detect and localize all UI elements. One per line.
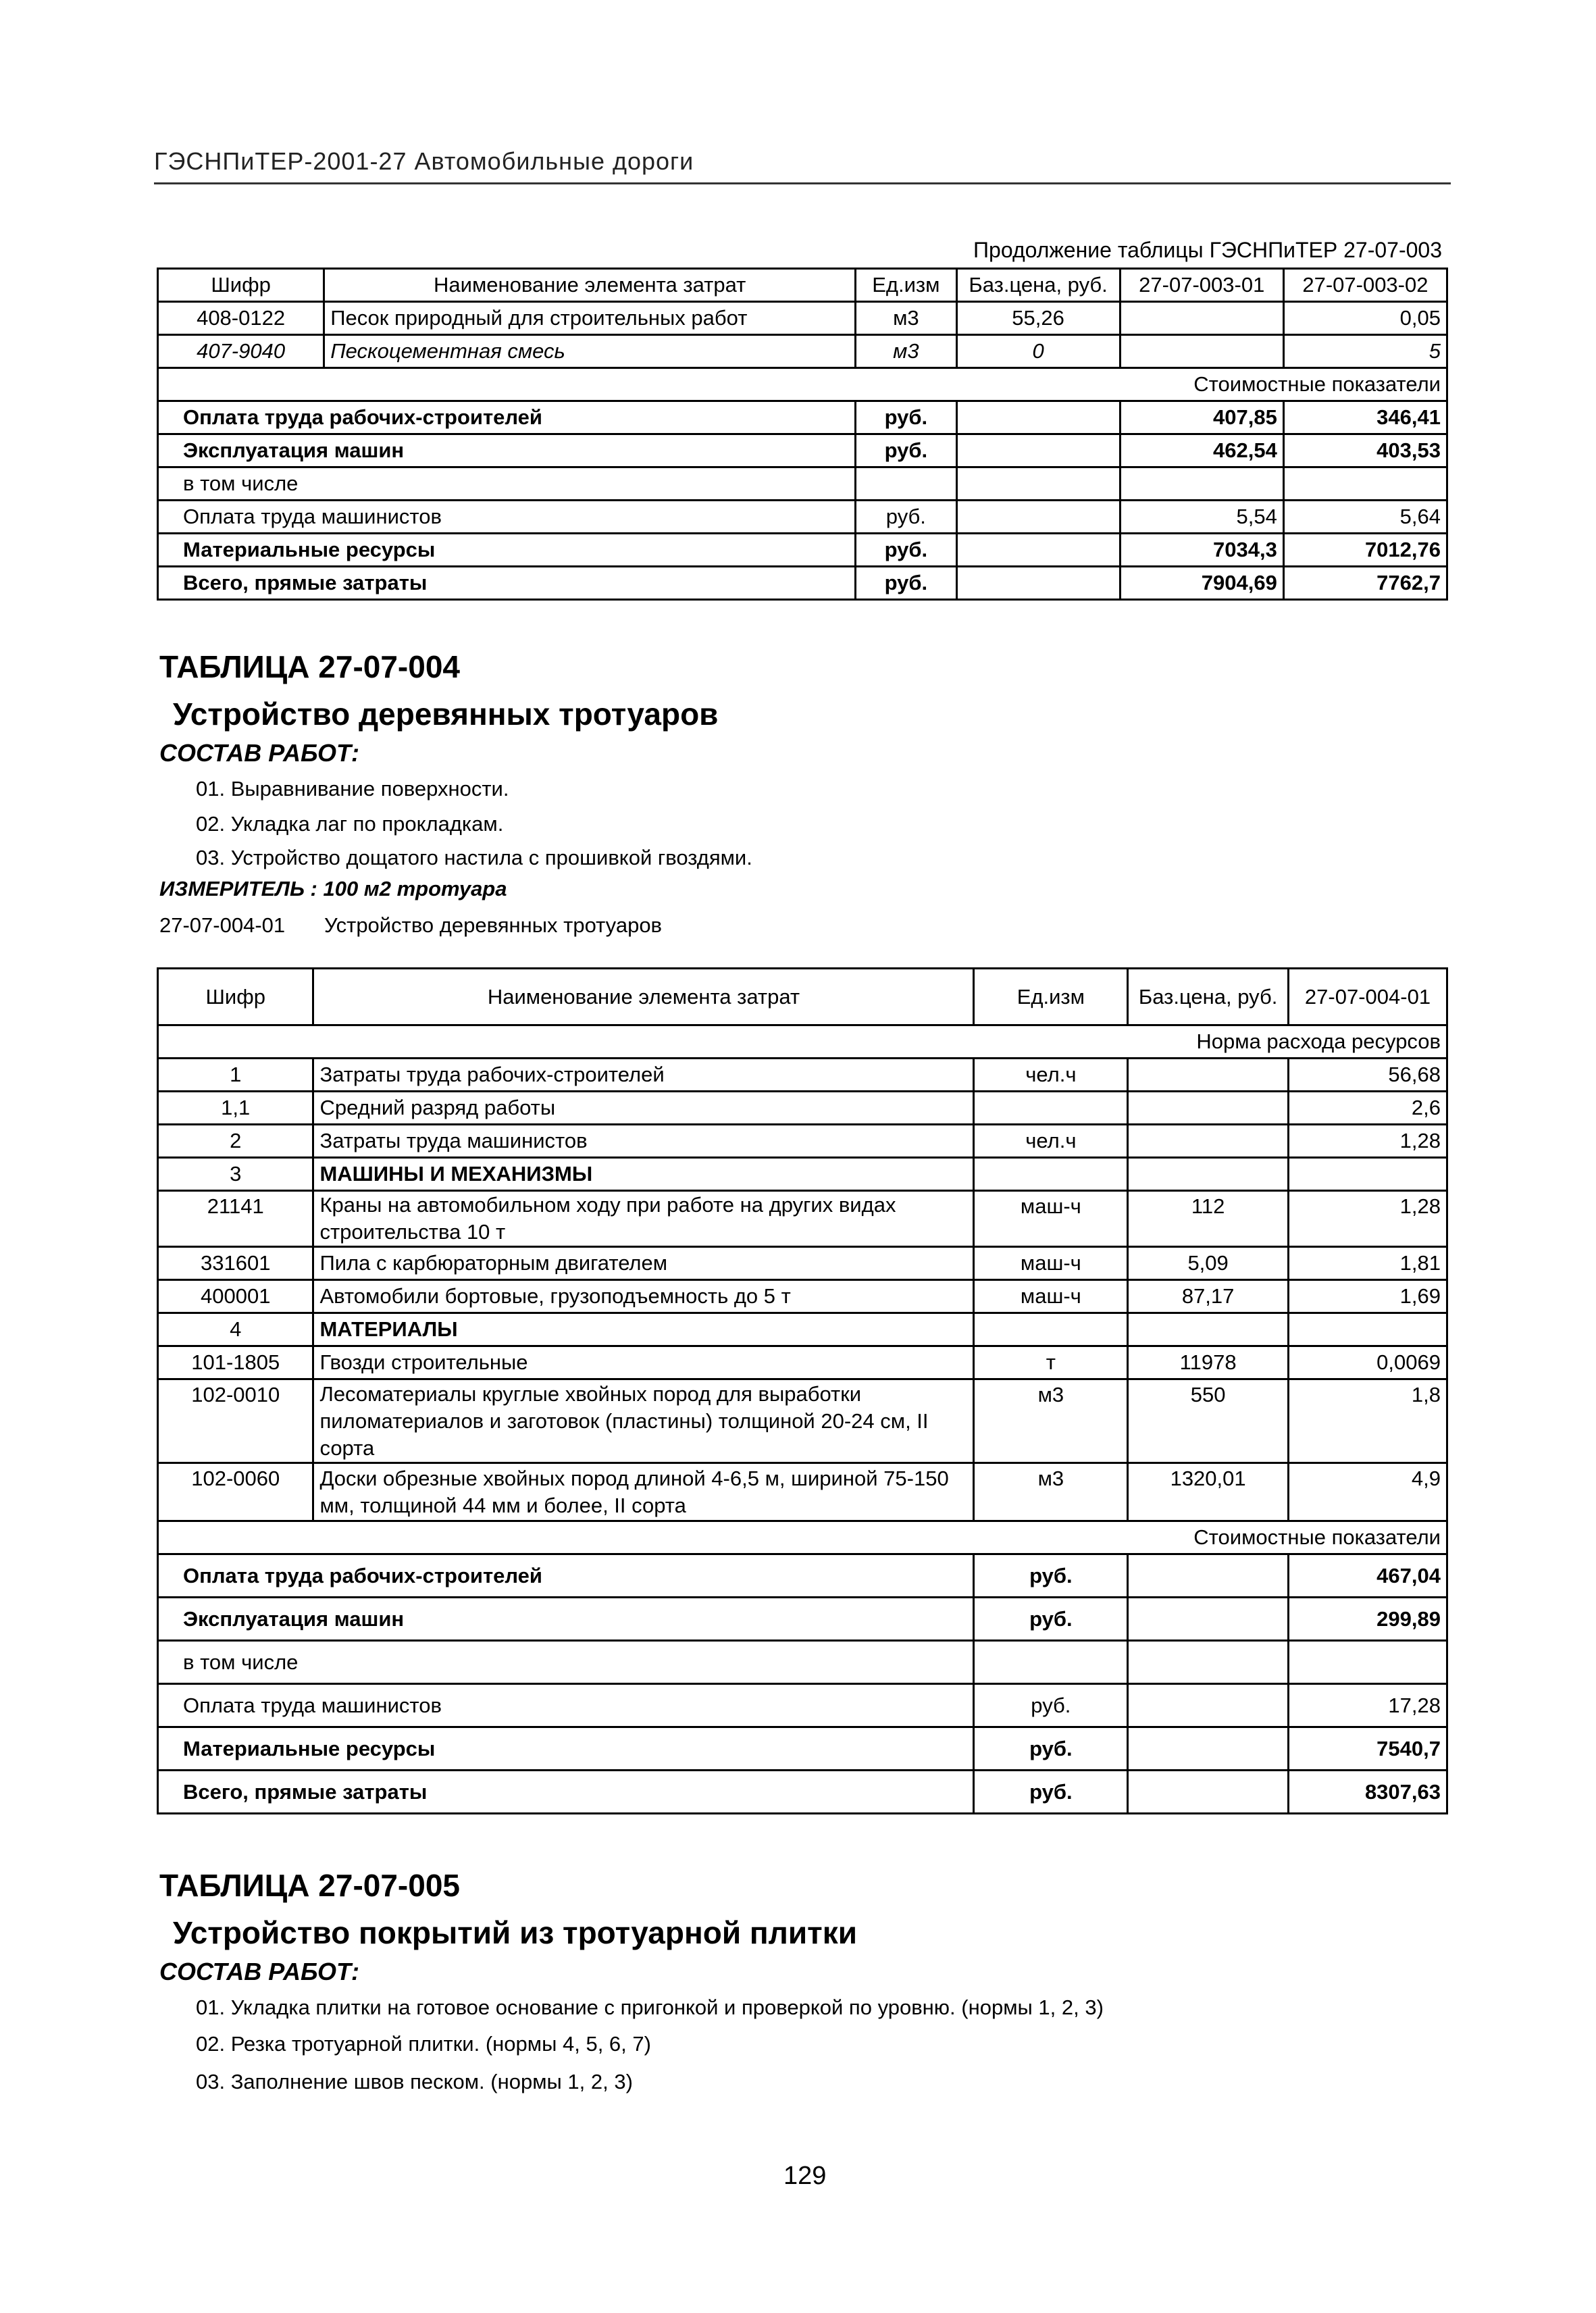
cell-price [1128,1092,1289,1125]
col-header: Шифр [158,269,324,302]
cost-unit: руб. [856,501,956,534]
cell-name: Лесоматериалы круглые хвойных пород для выработки пиломатериалов и заготовок (пластины) толщиной 20-24 см, II сорта [313,1379,974,1463]
cost-label: Материальные ресурсы [158,1727,974,1771]
group-row [158,1313,1447,1346]
cost-value: 17,28 [1288,1684,1447,1727]
cell-value [1120,335,1283,368]
cost-label: Материальные ресурсы [158,534,856,567]
work-label: СОСТАВ РАБОТ: [159,739,359,767]
col-header: Наименование элемента затрат [313,969,974,1025]
cost-row [158,1598,1447,1641]
cost-value: 299,89 [1288,1598,1447,1641]
cost-label: Эксплуатация машин [158,1598,974,1641]
table-row [158,335,1447,368]
cost-label: Всего, прямые затраты [158,567,856,600]
cell-group-title: МАТЕРИАЛЫ [313,1313,974,1346]
table-header-row [158,269,1447,302]
cell-name: Гвозди строительные [313,1346,974,1379]
cell-value: 5 [1283,335,1447,368]
cell-value: 0,05 [1283,302,1447,335]
table-row [158,1280,1447,1313]
cost-value: 346,41 [1283,401,1447,434]
running-header: ГЭСНПиТЕР-2001-27 Автомобильные дороги [154,147,694,175]
cost-value: 5,64 [1283,501,1447,534]
cost-header: Стоимостные показатели [158,368,1447,401]
cell-value [1288,1313,1447,1346]
cost-row [158,1771,1447,1814]
cell-code: 2 [158,1125,313,1158]
cell-unit: м3 [856,335,956,368]
cost-empty [956,567,1120,600]
cell-code: 1 [158,1059,313,1092]
work-label: СОСТАВ РАБОТ: [159,1958,359,1985]
cost-value: 7904,69 [1120,567,1283,600]
cell-value [1288,1158,1447,1191]
col-header: 27-07-004-01 [1288,969,1447,1025]
col-header: 27-07-003-02 [1283,269,1447,302]
col-header: 27-07-003-01 [1120,269,1283,302]
cell-name: Пила с карбюраторным двигателем [313,1247,974,1280]
cost-unit: руб. [974,1598,1128,1641]
cost-empty [1128,1598,1289,1641]
meter: ИЗМЕРИТЕЛЬ : 100 м2 тротуара [159,877,507,900]
cost-value: 7540,7 [1288,1727,1447,1771]
table-row [158,1247,1447,1280]
cell-unit [974,1158,1128,1191]
cell-value: 0,0069 [1288,1346,1447,1379]
cost-label: Оплата труда рабочих-строителей [158,401,856,434]
cost-value: 403,53 [1283,434,1447,467]
cell-code: 331601 [158,1247,313,1280]
cell-value: 1,8 [1288,1379,1447,1463]
cell-price: 0 [956,335,1120,368]
cell-price: 87,17 [1128,1280,1289,1313]
cell-code: 1,1 [158,1092,313,1125]
work-item: 02. Укладка лаг по прокладкам. [196,812,504,836]
cell-price [1128,1059,1289,1092]
cell-price: 5,09 [1128,1247,1289,1280]
cell-unit: чел.ч [974,1125,1128,1158]
cost-row [158,1554,1447,1598]
cost-value: 7762,7 [1283,567,1447,600]
cell-price: 550 [1128,1379,1289,1463]
col-header: Баз.цена, руб. [1128,969,1289,1025]
table-row [158,302,1447,335]
cost-empty [1128,1771,1289,1814]
header-rule [154,182,1451,184]
cost-empty [956,401,1120,434]
cell-code: 102-0010 [158,1379,313,1463]
cell-price: 55,26 [956,302,1120,335]
cell-name: Автомобили бортовые, грузоподъемность до 5 т [313,1280,974,1313]
cost-unit: руб. [856,434,956,467]
cost-row [158,1641,1447,1684]
cell-value: 1,69 [1288,1280,1447,1313]
table-header-row [158,969,1447,1025]
cell-unit: т [974,1346,1128,1379]
cost-unit: руб. [974,1684,1128,1727]
cell-unit: м3 [974,1379,1128,1463]
cell-unit: маш-ч [974,1247,1128,1280]
norm-code: 27-07-004-01 [159,913,286,937]
cell-name: Затраты труда машинистов [313,1125,974,1158]
cell-unit: маш-ч [974,1191,1128,1247]
section-row [158,1025,1447,1059]
section-row [158,1521,1447,1554]
norm-code-name: Устройство деревянных тротуаров [324,913,663,937]
cost-label: Оплата труда машинистов [158,501,856,534]
cost-row [158,434,1447,467]
cost-empty [956,534,1120,567]
cost-label: Оплата труда машинистов [158,1684,974,1727]
cell-unit: м3 [856,302,956,335]
cost-empty [956,434,1120,467]
col-header: Наименование элемента затрат [324,269,856,302]
table-row [158,1125,1447,1158]
cost-header: Стоимостные показатели [158,1521,1447,1554]
cost-value: 5,54 [1120,501,1283,534]
table-row [158,1191,1447,1247]
cell-code: 102-0060 [158,1463,313,1521]
cost-value [1283,467,1447,501]
work-item: 03. Заполнение швов песком. (нормы 1, 2, 3) [196,2070,633,2093]
table-row [158,1346,1447,1379]
cost-unit: руб. [856,567,956,600]
cell-value: 2,6 [1288,1092,1447,1125]
cost-label: Всего, прямые затраты [158,1771,974,1814]
cost-unit [856,467,956,501]
cost-value [1288,1641,1447,1684]
cost-empty [956,501,1120,534]
cell-price [1128,1125,1289,1158]
table-title: ТАБЛИЦА 27-07-004 [159,649,460,684]
work-item: 03. Устройство дощатого настила с прошивкой гвоздями. [196,846,752,869]
cell-value: 4,9 [1288,1463,1447,1521]
cost-row [158,401,1447,434]
cell-value: 1,28 [1288,1191,1447,1247]
cell-name: Песок природный для строительных работ [324,302,856,335]
cost-value: 8307,63 [1288,1771,1447,1814]
cost-value: 462,54 [1120,434,1283,467]
cost-unit: руб. [974,1771,1128,1814]
work-item: 02. Резка тротуарной плитки. (нормы 4, 5, 6, 7) [196,2032,651,2056]
col-header: Ед.изм [974,969,1128,1025]
cell-code: 4 [158,1313,313,1346]
cell-unit: маш-ч [974,1280,1128,1313]
col-header: Ед.изм [856,269,956,302]
table-row [158,1463,1447,1521]
table-row [158,1092,1447,1125]
cost-empty [1128,1641,1289,1684]
cost-empty [1128,1727,1289,1771]
cell-code: 21141 [158,1191,313,1247]
col-header: Баз.цена, руб. [956,269,1120,302]
page-number: 129 [783,2162,827,2190]
cell-price: 1320,01 [1128,1463,1289,1521]
cell-code: 3 [158,1158,313,1191]
table-row [158,1379,1447,1463]
cost-row [158,534,1447,567]
norm-header: Норма расхода ресурсов [158,1025,1447,1059]
cell-name: Пескоцементная смесь [324,335,856,368]
cost-value: 407,85 [1120,401,1283,434]
cell-name: Затраты труда рабочих-строителей [313,1059,974,1092]
work-item: 01. Укладка плитки на готовое основание с пригонкой и проверкой по уровню. (нормы 1, 2, 3) [196,1996,1104,2019]
cost-value: 467,04 [1288,1554,1447,1598]
cell-name: Средний разряд работы [313,1092,974,1125]
cost-unit [974,1641,1128,1684]
cost-unit: руб. [856,401,956,434]
cost-empty [956,467,1120,501]
cell-value: 56,68 [1288,1059,1447,1092]
section-row [158,368,1447,401]
cell-price [1128,1158,1289,1191]
cost-unit: руб. [974,1554,1128,1598]
col-header: Шифр [158,969,313,1025]
group-row [158,1158,1447,1191]
cost-label: Эксплуатация машин [158,434,856,467]
cost-label: Оплата труда рабочих-строителей [158,1554,974,1598]
cell-unit [974,1313,1128,1346]
cell-group-title: МАШИНЫ И МЕХАНИЗМЫ [313,1158,974,1191]
cost-unit: руб. [974,1727,1128,1771]
cell-code: 407-9040 [158,335,324,368]
cell-name: Краны на автомобильном ходу при работе на других видах строительства 10 т [313,1191,974,1247]
cost-empty [1128,1684,1289,1727]
work-item: 01. Выравнивание поверхности. [196,777,509,800]
cell-value: 1,81 [1288,1247,1447,1280]
cost-value: 7034,3 [1120,534,1283,567]
cell-unit: м3 [974,1463,1128,1521]
cost-label: в том числе [158,1641,974,1684]
cost-unit: руб. [856,534,956,567]
cost-row [158,567,1447,600]
cell-code: 400001 [158,1280,313,1313]
cell-value [1120,302,1283,335]
table-title: ТАБЛИЦА 27-07-005 [159,1868,460,1903]
table-name: Устройство покрытий из тротуарной плитки [173,1915,858,1950]
cell-price: 112 [1128,1191,1289,1247]
cell-unit: чел.ч [974,1059,1128,1092]
cost-row [158,1684,1447,1727]
cost-label: в том числе [158,467,856,501]
cost-row [158,501,1447,534]
table-27-07-004 [157,967,1448,1814]
cost-value: 7012,76 [1283,534,1447,567]
cell-code: 408-0122 [158,302,324,335]
continuation-note: Продолжение таблицы ГЭСНПиТЕР 27-07-003 [973,238,1442,262]
table-row [158,1059,1447,1092]
cost-row [158,1727,1447,1771]
cost-empty [1128,1554,1289,1598]
table-27-07-003 [157,268,1448,601]
cell-price [1128,1313,1289,1346]
cost-value [1120,467,1283,501]
cell-unit [974,1092,1128,1125]
cell-price: 11978 [1128,1346,1289,1379]
cell-name: Доски обрезные хвойных пород длиной 4-6,5 м, шириной 75-150 мм, толщиной 44 мм и более, II сорта [313,1463,974,1521]
cost-row [158,467,1447,501]
cell-code: 101-1805 [158,1346,313,1379]
table-name: Устройство деревянных тротуаров [173,696,719,732]
cell-value: 1,28 [1288,1125,1447,1158]
